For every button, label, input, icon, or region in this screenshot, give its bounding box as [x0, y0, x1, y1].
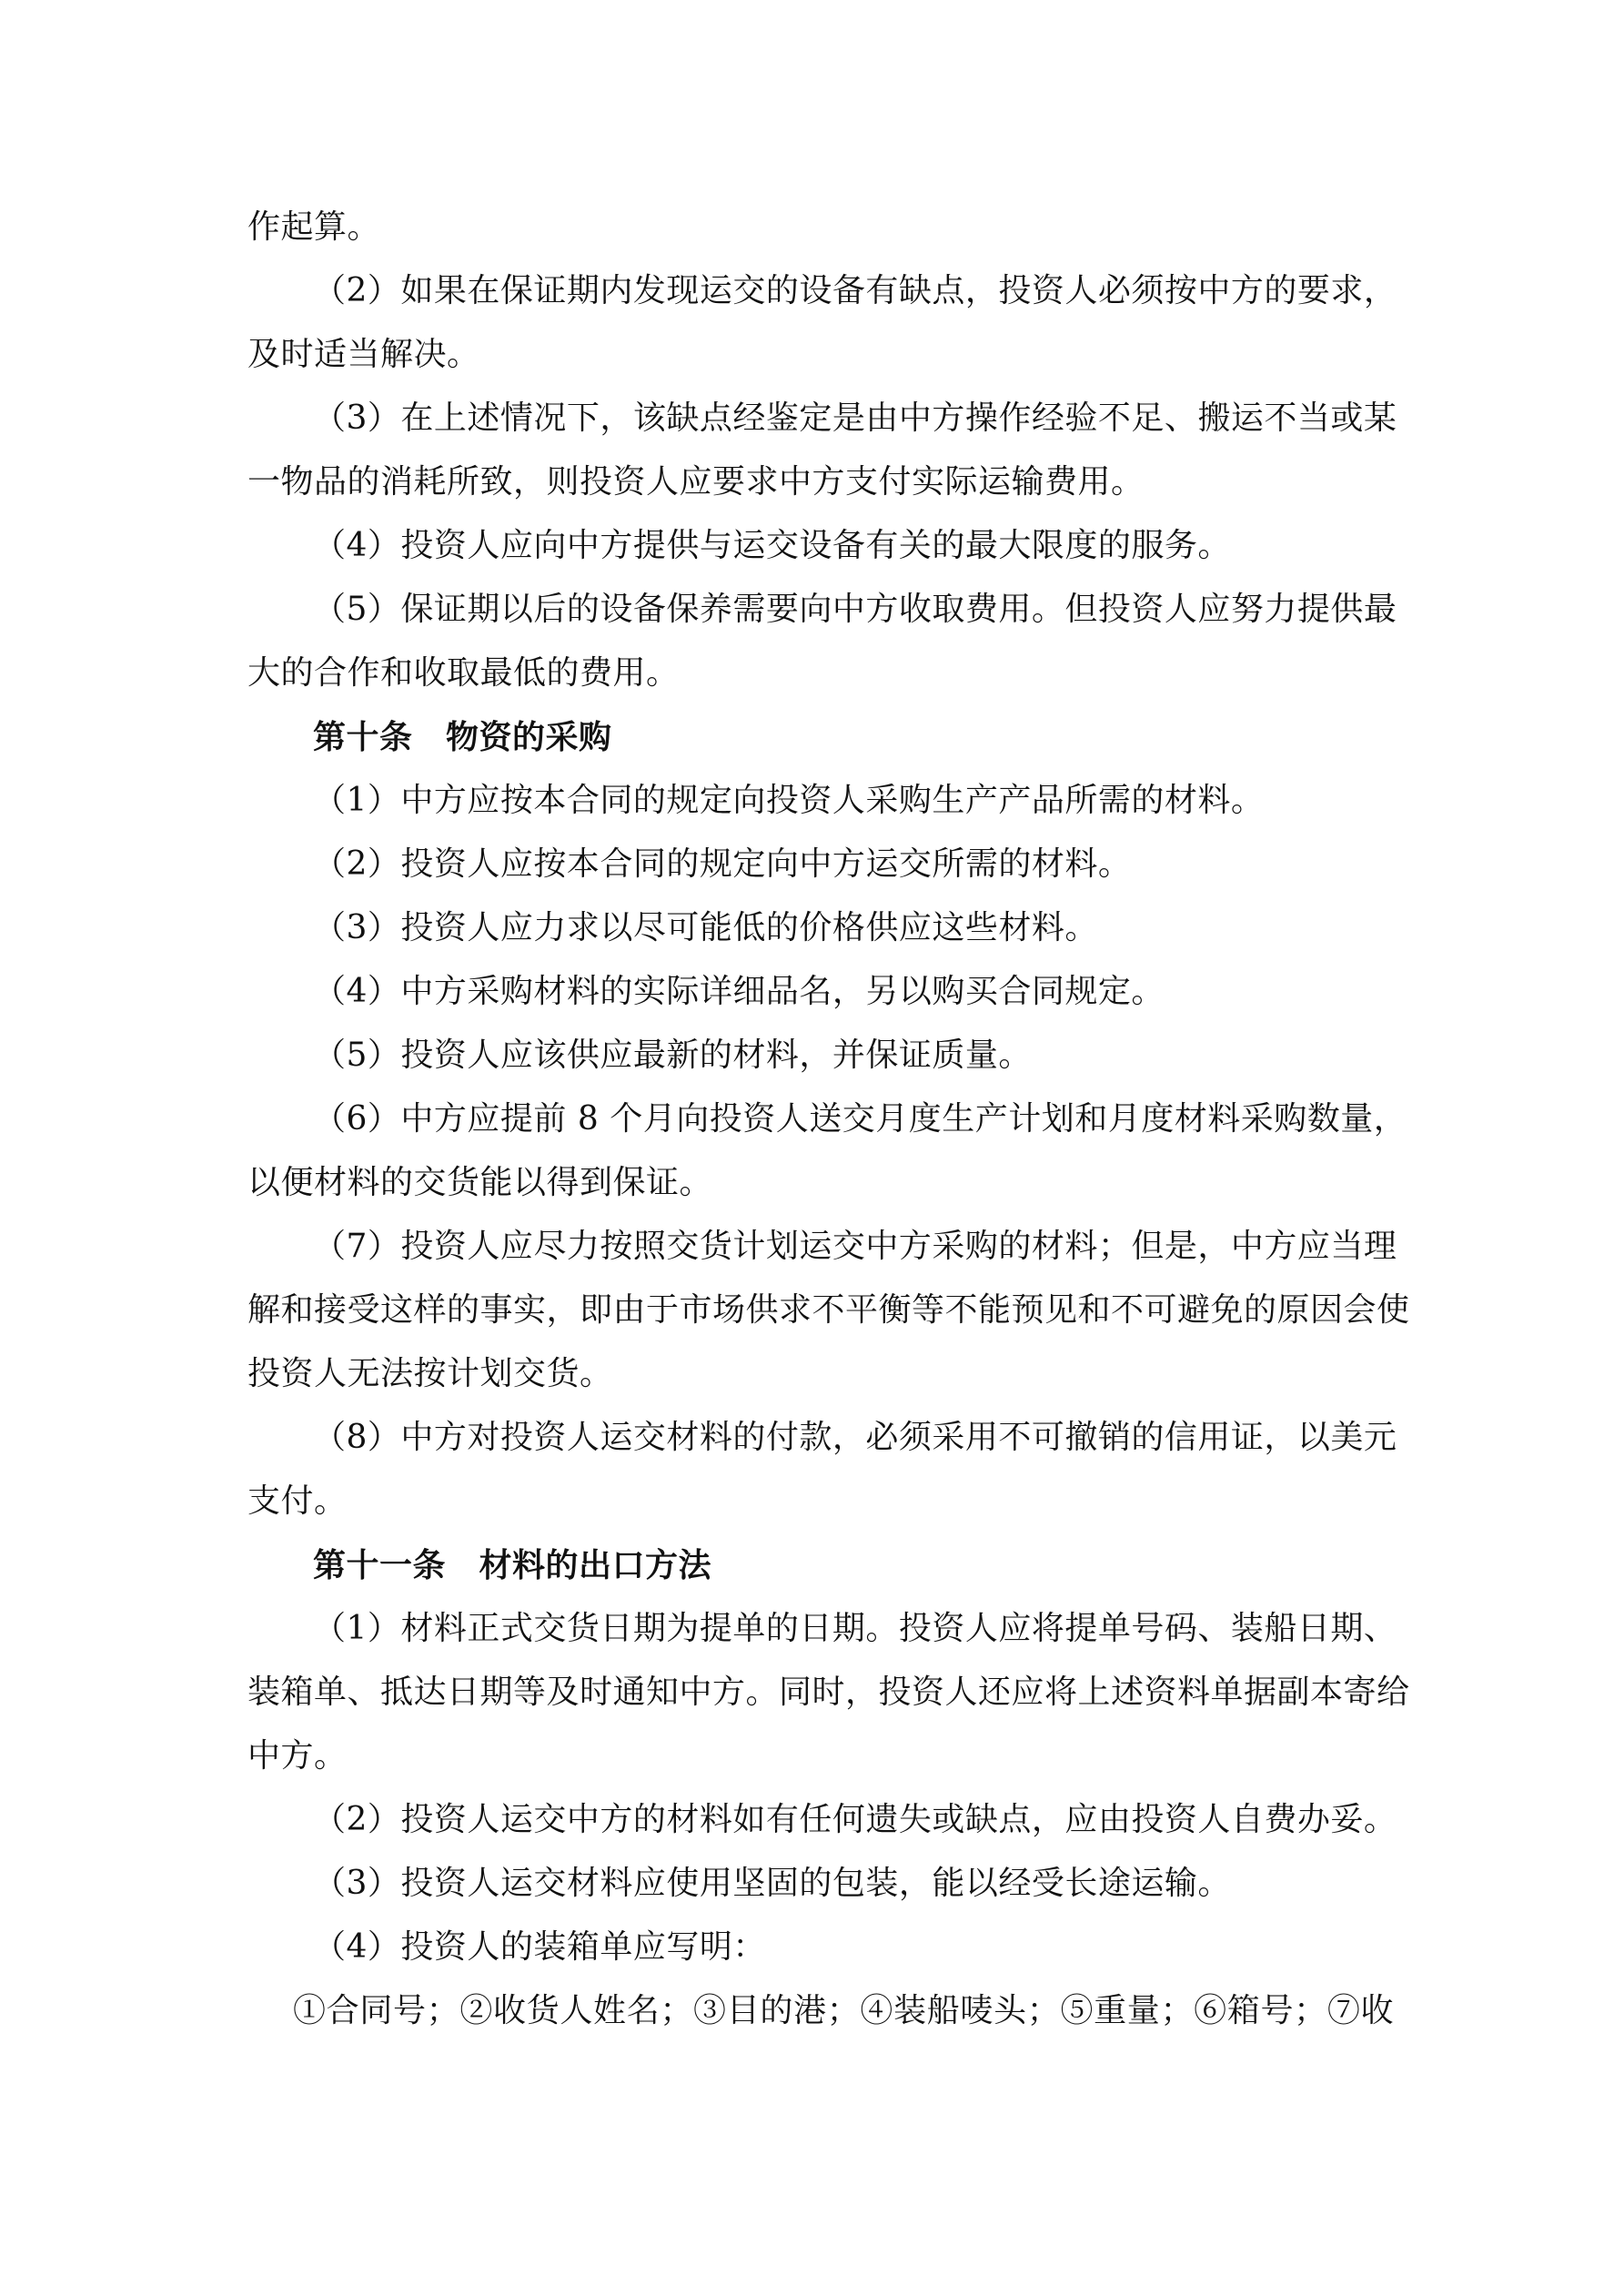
text-line: （3）投资人运交材料应使用坚固的包装，能以经受长途运输。: [313, 1865, 1231, 1902]
text-line: 投资人无法按计划交货。: [247, 1355, 613, 1392]
text-line: 作起算。: [247, 208, 381, 246]
text-line: （3）在上述情况下，该缺点经鉴定是由中方操作经验不足、搬运不当或某: [313, 400, 1397, 437]
text-line: 中方。: [247, 1737, 348, 1775]
text-line: （4）投资人应向中方提供与运交设备有关的最大限度的服务。: [313, 527, 1231, 564]
section-heading: 第十条 物资的采购: [313, 718, 612, 756]
text-line: 解和接受这样的事实，即由于市场供求不平衡等不能预见和不可避免的原因会使: [247, 1291, 1410, 1329]
text-line: （8）中方对投资人运交材料的付款，必须采用不可撤销的信用证，以美元: [313, 1419, 1397, 1456]
text-line: 及时适当解决。: [247, 336, 480, 373]
text-line: （7）投资人应尽力按照交货计划运交中方采购的材料；但是，中方应当理: [313, 1228, 1397, 1265]
text-line: 一物品的消耗所致，则投资人应要求中方支付实际运输费用。: [247, 463, 1145, 501]
text-line: （4）投资人的装箱单应写明：: [313, 1928, 766, 1966]
text-line: 装箱单、抵达日期等及时通知中方。同时，投资人还应将上述资料单据副本寄给: [247, 1674, 1410, 1711]
text-line: 支付。: [247, 1482, 348, 1520]
document-page: [247, 196, 1410, 2043]
text-line: 以便材料的交货能以得到保证。: [247, 1164, 713, 1201]
text-line: 大的合作和收取最低的费用。: [247, 654, 680, 692]
text-line: （2）如果在保证期内发现运交的设备有缺点，投资人必须按中方的要求，: [313, 272, 1397, 309]
text-line: （2）投资人应按本合同的规定向中方运交所需的材料。: [313, 845, 1132, 883]
text-line: （1）材料正式交货日期为提单的日期。投资人应将提单号码、装船日期、: [313, 1610, 1397, 1647]
text-line: （4）中方采购材料的实际详细品名，另以购买合同规定。: [313, 973, 1165, 1010]
text-line: （5）投资人应该供应最新的材料，并保证质量。: [313, 1037, 1032, 1074]
text-line: （1）中方应按本合同的规定向投资人采购生产产品所需的材料。: [313, 782, 1265, 819]
text-line: （2）投资人运交中方的材料如有任何遗失或缺点，应由投资人自费办妥。: [313, 1801, 1397, 1838]
section-heading: 第十一条 材料的出口方法: [313, 1546, 712, 1584]
text-line: ①合同号；②收货人姓名；③目的港；④装船唛头；⑤重量；⑥箱号；⑦收: [293, 1992, 1394, 2029]
text-line: （6）中方应提前 8 个月向投资人送交月度生产计划和月度材料采购数量，: [313, 1100, 1407, 1138]
text-line: （5）保证期以后的设备保养需要向中方收取费用。但投资人应努力提供最: [313, 591, 1397, 628]
text-line: （3）投资人应力求以尽可能低的价格供应这些材料。: [313, 909, 1098, 946]
